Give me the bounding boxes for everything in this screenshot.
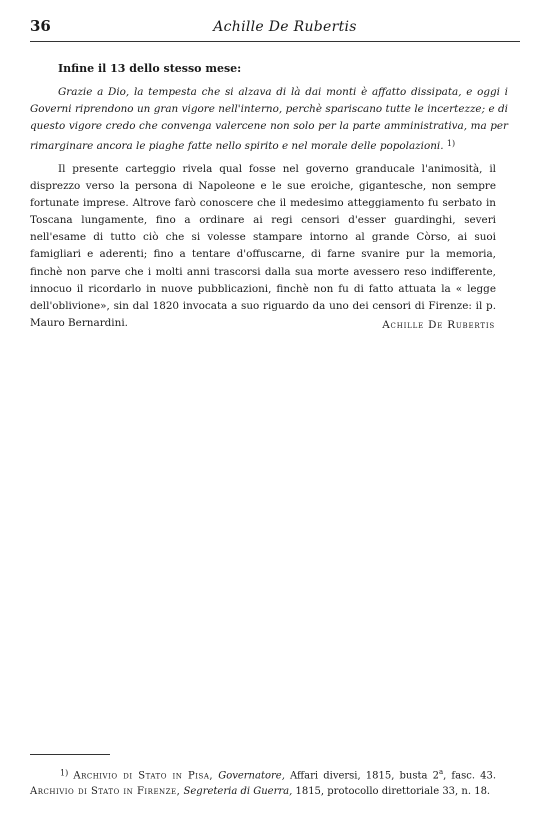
pisa-detail: Affari diversi, 1815, busta 2 bbox=[290, 770, 439, 782]
footnote bbox=[30, 764, 496, 800]
footnote-marker: 1) bbox=[60, 768, 69, 778]
footnote-rule bbox=[30, 754, 110, 755]
pisa-fund: Governatore, bbox=[218, 770, 285, 782]
header-rule bbox=[30, 41, 520, 42]
firenze-fund: Segreteria di Guerra, bbox=[183, 786, 293, 798]
author-signature: Achille De Rubertis bbox=[382, 319, 495, 331]
body-paragraph: Il presente carteggio rivela qual fosse nel governo granducale l'animosità, il disprezzo verso la persona di Napoleone e le sue eroiche, gigantesche, non sempre fortunate imprese. Altrove farò conoscere che il medesimo atteggiamento fu serbato in Toscana lungamente, fino a ordinare ai regi censori d'esser guardinghi, severi nell'esame di tutto ciò che si volesse stampare intorno al grande Còrso, ai suoi famigliari e aderenti; fino a tentare d'offuscarne, di farne svanire pur la memoria, finchè non parve che i molti anni trascorsi dalla sua morte avessero reso indifferente, innocuo il ricordarlo in nuove pubblicazioni, finchè non fu di fatto attuata la « legge dell'oblivione», sin dal 1820 invocata a suo riguardo da uno dei censori di Firenze: il p. Mauro Bernardini. bbox=[30, 163, 496, 329]
quoted-letter bbox=[30, 84, 508, 155]
pisa-end: , fasc. 43. bbox=[443, 770, 497, 782]
archive-pisa: Archivio di Stato in Pisa, bbox=[73, 770, 214, 782]
intro-line: Infine il 13 dello stesso mese: bbox=[58, 62, 242, 75]
firenze-detail: 1815, protocollo direttoriale 33, n. 18. bbox=[295, 786, 491, 798]
archive-firenze: Archivio di Stato in Firenze, bbox=[30, 786, 181, 798]
page-number: 36 bbox=[30, 17, 51, 35]
pisa-superscript: a bbox=[438, 768, 444, 776]
quote-text: Grazie a Dio, la tempesta che si alzava di là dai monti è affatto dissipata, e oggi i Governi riprendono un gran vigore nell'interno, perchè spariscano tutte le incertezze; e di questo vigore credo che convenga valercene non solo per la parte amministrativa, ma per rimarginare ancora le piaghe fatte nello spirito e nel morale delle popolazioni. bbox=[30, 86, 508, 152]
footnote-reference: 1) bbox=[446, 139, 456, 148]
running-head: Achille De Rubertis bbox=[213, 19, 357, 35]
